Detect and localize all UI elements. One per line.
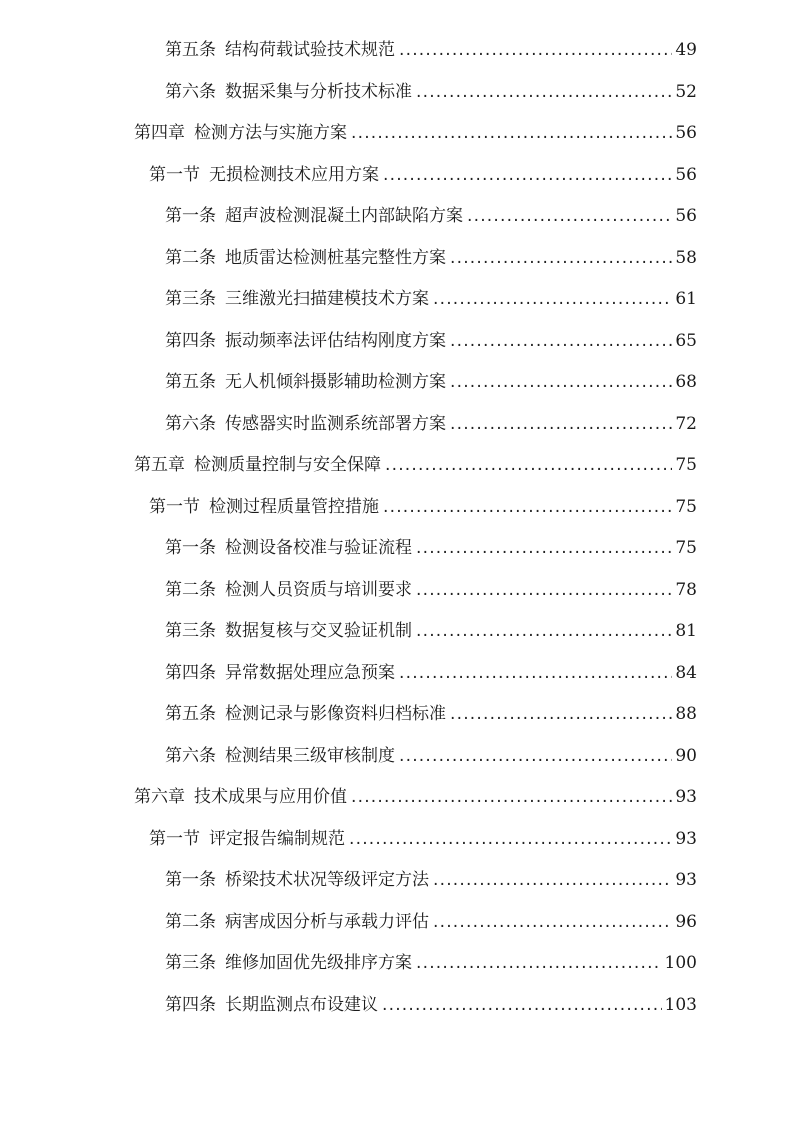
toc-entry-number: 第六条 <box>165 81 216 102</box>
toc-entry-page: 84 <box>675 662 697 683</box>
toc-entry[interactable] <box>0 238 793 280</box>
toc-entry[interactable] <box>0 30 793 72</box>
toc-entry-page: 100 <box>664 953 697 973</box>
toc-entry[interactable] <box>0 653 793 695</box>
toc-entry-number: 第六条 <box>165 745 216 766</box>
toc-entry[interactable] <box>0 404 793 446</box>
toc-entry-number: 第四条 <box>165 330 216 351</box>
toc-entry-title: 评定报告编制规范 <box>209 828 345 849</box>
toc-entry-title: 桥梁技术状况等级评定方法 <box>225 870 429 890</box>
toc-entry-title: 异常数据处理应急预案 <box>225 662 395 683</box>
toc-entry-page: 68 <box>675 372 697 392</box>
toc-entry[interactable] <box>0 985 793 1027</box>
toc-leader-dots <box>433 868 672 892</box>
toc-entry-title: 检测记录与影像资料归档标准 <box>225 704 446 724</box>
toc-leader-dots <box>416 536 672 560</box>
toc-entry-page: 65 <box>675 330 697 351</box>
toc-entry[interactable] <box>0 943 793 985</box>
toc-entry-title: 维修加固优先级排序方案 <box>225 953 412 973</box>
toc-entry-number: 第五条 <box>165 704 216 724</box>
toc-leader-dots <box>383 495 672 519</box>
toc-entry-number: 第三条 <box>165 953 216 973</box>
toc-entry-title: 长期监测点布设建议 <box>225 994 378 1015</box>
toc-section-entry[interactable] <box>0 819 793 861</box>
toc-leader-dots <box>399 661 672 685</box>
toc-leader-dots <box>450 702 672 726</box>
toc-entry-number: 第四条 <box>165 994 216 1015</box>
toc-entry-page: 52 <box>675 81 697 102</box>
toc-leader-dots <box>450 370 672 394</box>
toc-leader-dots <box>416 80 672 104</box>
toc-entry-page: 93 <box>675 828 697 849</box>
toc-leader-dots <box>349 827 672 851</box>
toc-entry[interactable] <box>0 694 793 736</box>
toc-entry[interactable] <box>0 611 793 653</box>
toc-entry-page: 56 <box>675 164 697 185</box>
toc-chapter-entry[interactable] <box>0 777 793 819</box>
toc-leader-dots <box>433 910 672 934</box>
toc-entry-page: 78 <box>675 579 697 600</box>
toc-entry-page: 72 <box>675 413 697 434</box>
toc-leader-dots <box>450 246 672 270</box>
toc-entry-title: 振动频率法评估结构刚度方案 <box>225 330 446 351</box>
toc-entry-title: 地质雷达检测桩基完整性方案 <box>225 247 446 268</box>
toc-entry-title: 数据复核与交叉验证机制 <box>225 621 412 641</box>
toc-entry-number: 第四条 <box>165 662 216 683</box>
toc-entry-number: 第六条 <box>165 413 216 434</box>
toc-entry-title: 传感器实时监测系统部署方案 <box>225 413 446 434</box>
toc-entry[interactable] <box>0 279 793 321</box>
toc-entry[interactable] <box>0 902 793 944</box>
toc-entry-page: 90 <box>675 745 697 766</box>
toc-entry[interactable] <box>0 528 793 570</box>
toc-entry-number: 第四章 <box>134 123 185 143</box>
toc-entry-number: 第一节 <box>149 496 200 517</box>
toc-entry-page: 49 <box>675 40 697 60</box>
toc-entry-number: 第一节 <box>149 164 200 185</box>
toc-entry[interactable] <box>0 72 793 114</box>
toc-entry-number: 第五章 <box>134 455 185 475</box>
toc-entry-number: 第五条 <box>165 372 216 392</box>
toc-entry-page: 81 <box>675 621 697 641</box>
toc-leader-dots <box>416 619 672 643</box>
toc-leader-dots <box>382 993 662 1017</box>
toc-entry-title: 无人机倾斜摄影辅助检测方案 <box>225 372 446 392</box>
toc-entry[interactable] <box>0 570 793 612</box>
toc-entry-page: 103 <box>664 994 697 1015</box>
toc-entry-page: 93 <box>675 870 697 890</box>
toc-entry-page: 61 <box>675 289 697 309</box>
toc-entry-page: 56 <box>675 206 697 226</box>
toc-section-entry[interactable] <box>0 155 793 197</box>
toc-entry-page: 58 <box>675 247 697 268</box>
toc-leader-dots <box>383 163 672 187</box>
toc-entry-title: 检测设备校准与验证流程 <box>225 538 412 558</box>
toc-entry-number: 第五条 <box>165 40 216 60</box>
toc-entry-number: 第二条 <box>165 579 216 600</box>
toc-leader-dots <box>450 329 672 353</box>
toc-entry[interactable] <box>0 736 793 778</box>
toc-entry-number: 第一条 <box>165 206 216 226</box>
toc-leader-dots <box>351 121 672 145</box>
toc-entry-title: 结构荷载试验技术规范 <box>225 40 395 60</box>
toc-entry-number: 第六章 <box>134 787 185 807</box>
toc-entry-title: 检测人员资质与培训要求 <box>225 579 412 600</box>
toc-entry-number: 第二条 <box>165 247 216 268</box>
toc-entry-page: 56 <box>675 123 697 143</box>
toc-entry-number: 第二条 <box>165 911 216 932</box>
toc-entry-number: 第一节 <box>149 828 200 849</box>
toc-leader-dots <box>467 204 672 228</box>
toc-entry-number: 第一条 <box>165 870 216 890</box>
toc-entry-number: 第一条 <box>165 538 216 558</box>
toc-section-entry[interactable] <box>0 487 793 529</box>
toc-chapter-entry[interactable] <box>0 445 793 487</box>
toc-leader-dots <box>399 38 672 62</box>
toc-entry[interactable] <box>0 362 793 404</box>
toc-leader-dots <box>416 951 662 975</box>
toc-entry-title: 检测质量控制与安全保障 <box>194 455 381 475</box>
toc-leader-dots <box>433 287 672 311</box>
toc-entry-page: 75 <box>675 538 697 558</box>
toc-leader-dots <box>399 744 672 768</box>
toc-entry[interactable] <box>0 196 793 238</box>
toc-entry-title: 检测结果三级审核制度 <box>225 745 395 766</box>
toc-entry-number: 第三条 <box>165 621 216 641</box>
toc-entry-page: 75 <box>675 496 697 517</box>
toc-entry-title: 三维激光扫描建模技术方案 <box>225 289 429 309</box>
toc-entry-title: 检测过程质量管控措施 <box>209 496 379 517</box>
toc-entry-title: 检测方法与实施方案 <box>194 123 347 143</box>
toc-entry-number: 第三条 <box>165 289 216 309</box>
table-of-contents <box>0 30 793 1026</box>
toc-entry-page: 96 <box>675 911 697 932</box>
toc-entry-title: 无损检测技术应用方案 <box>209 164 379 185</box>
toc-leader-dots <box>385 453 672 477</box>
toc-entry-page: 75 <box>675 455 697 475</box>
toc-entry[interactable] <box>0 321 793 363</box>
toc-entry[interactable] <box>0 860 793 902</box>
toc-entry-page: 93 <box>675 787 697 807</box>
toc-entry-page: 88 <box>675 704 697 724</box>
toc-entry-title: 超声波检测混凝土内部缺陷方案 <box>225 206 463 226</box>
toc-entry-title: 数据采集与分析技术标准 <box>225 81 412 102</box>
toc-leader-dots <box>351 785 672 809</box>
toc-chapter-entry[interactable] <box>0 113 793 155</box>
toc-leader-dots <box>450 412 672 436</box>
toc-leader-dots <box>416 578 672 602</box>
toc-entry-title: 技术成果与应用价值 <box>194 787 347 807</box>
toc-entry-title: 病害成因分析与承载力评估 <box>225 911 429 932</box>
